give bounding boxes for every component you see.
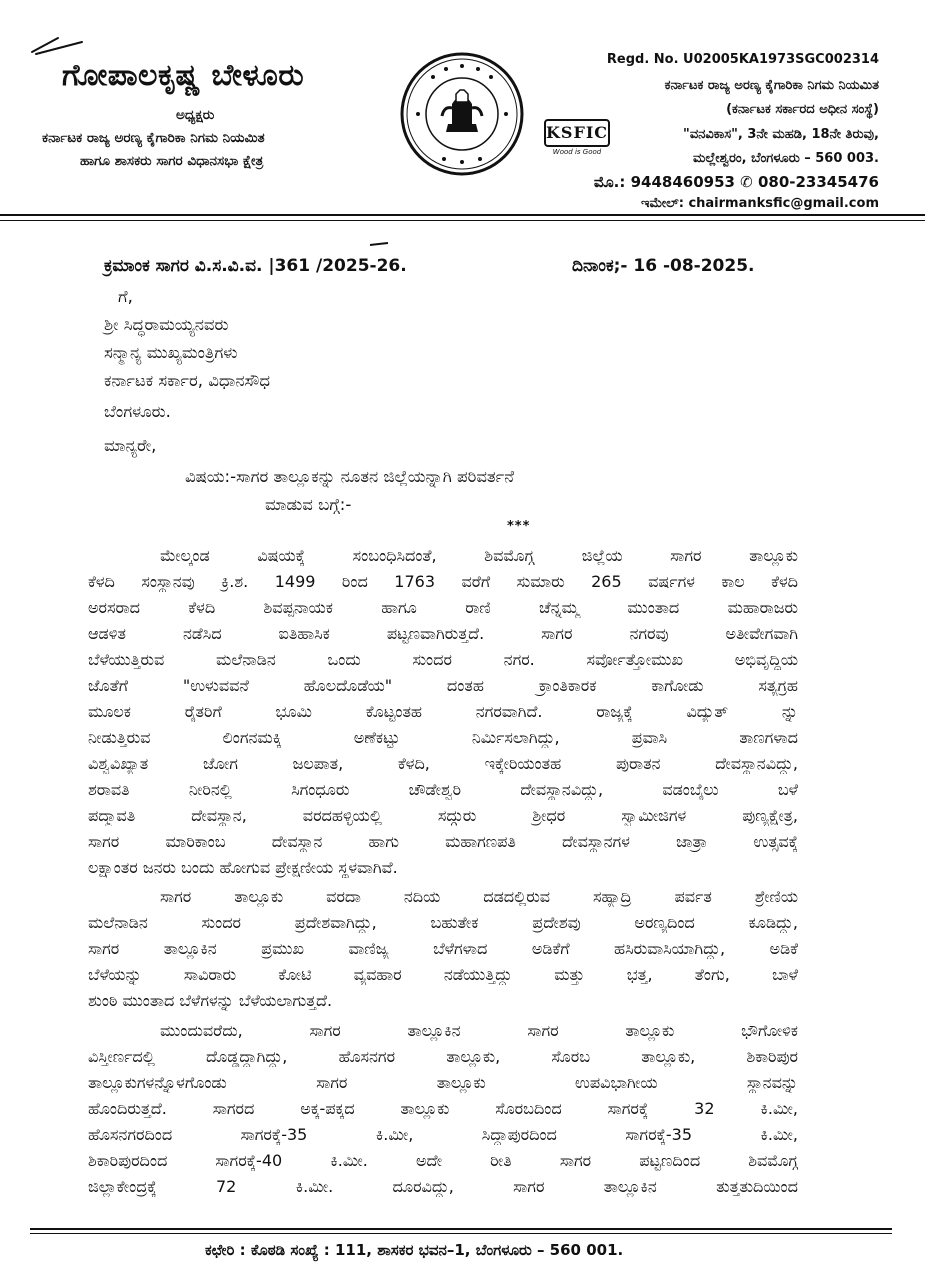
body-line: ಆಡಳಿತ ನಡೆಸಿದ ಐತಿಹಾಸಿಕ ಪಟ್ಟಣವಾಗಿರುತ್ತದೆ. ಸಾಗರ ನಗರವು ಅತೀವೇಗವಾಗಿ (88, 624, 798, 643)
email-address: ಇಮೇಲ್: chairmanksfic@gmail.com (641, 196, 879, 211)
footer-rule-bottom (30, 1233, 892, 1234)
footer-rule-top (30, 1228, 892, 1230)
body-line: ಶಿಕಾರಿಪುರದಿಂದ ಸಾಗರಕ್ಕೆ-40 ಕಿ.ಮೀ. ಅದೇ ರೀತಿ ಸಾಗರ ಪಟ್ಟಣದಿಂದ ಶಿವಮೊಗ್ಗ (88, 1151, 798, 1170)
org-subtitle: (ಕರ್ನಾಟಕ ಸರ್ಕಾರದ ಅಧೀನ ಸಂಸ್ಥೆ) (726, 102, 879, 117)
body-line: ಶರಾವತಿ ನೀರಿನಲ್ಲಿ ಸಿಗಂಧೂರು ಚೌಡೇಶ್ವರಿ ದೇವಸ್ಥಾನವಿದ್ದು, ವಡಂಬೈಲು ಬಳೆ (88, 780, 798, 799)
sender-name: ಗೋಪಾಲಕೃಷ್ಣ ಬೇಳೂರು (62, 58, 305, 93)
body-line: ಹೊಸನಗರದಿಂದ ಸಾಗರಕ್ಕೆ-35 ಕಿ.ಮೀ, ಸಿದ್ದಾಪುರದಿಂದ ಸಾಗರಕ್ಕೆ-35 ಕಿ.ಮೀ, (88, 1125, 798, 1144)
body-line: ಮೇಲ್ಕಂಡ ವಿಷಯಕ್ಕೆ ಸಂಬಂಧಿಸಿದಂತೆ, ಶಿವಮೊಗ್ಗ ಜಿಲ್ಲೆಯ ಸಾಗರ ತಾಲ್ಲೂಕು (160, 546, 798, 565)
body-line: ಮುಂದುವರೆದು, ಸಾಗರ ತಾಲ್ಲೂಕಿನ ಸಾಗರ ತಾಲ್ಲೂಕು ಭೌಗೋಳಿಕ (160, 1021, 798, 1040)
sender-designation: ಅಧ್ಯಕ್ಷರು (176, 107, 215, 123)
ksfic-logo-text: KSFIC (544, 119, 610, 147)
body-line: ಪದ್ಮಾವತಿ ದೇವಸ್ಥಾನ, ವರದಹಳ್ಳಿಯಲ್ಲಿ ಸದ್ಗುರು ಶ್ರೀಧರ ಸ್ವಾಮೀಜಿಗಳ ಪುಣ್ಯಕ್ಷೇತ್ರ, (88, 806, 798, 825)
sender-org-line: ಕರ್ನಾಟಕ ರಾಜ್ಯ ಅರಣ್ಯ ಕೈಗಾರಿಕಾ ನಿಗಮ ನಿಯಮಿತ (42, 130, 265, 146)
body-line: ಸಾಗರ ತಾಲ್ಲೂಕಿನ ಪ್ರಮುಖ ವಾಣಿಜ್ಯ ಬೆಳೆಗಳಾದ ಅಡಿಕೆಗೆ ಹಸಿರುವಾಸಿಯಾಗಿದ್ದು, ಅಡಿಕೆ (88, 939, 798, 958)
org-name: ಕರ್ನಾಟಕ ರಾಜ್ಯ ಅರಣ್ಯ ಕೈಗಾರಿಕಾ ನಿಗಮ ನಿಯಮಿತ (664, 78, 879, 93)
letter-date: ದಿನಾಂಕ;- 16 -08-2025. (572, 256, 755, 276)
body-line: ಸಾಗರ ಮಾರಿಕಾಂಬ ದೇವಸ್ಥಾನ ಹಾಗು ಮಹಾಗಣಪತಿ ದೇವಸ್ಥಾನಗಳ ಜಾತ್ರಾ ಉತ್ಸವಕ್ಕೆ (88, 832, 798, 851)
handwritten-mark (28, 30, 88, 60)
body-line: ಜೊತೆಗೆ "ಉಳುವವನೆ ಹೊಲದೊಡೆಯ" ದಂತಹ ಕ್ರಾಂತಿಕಾರಕ ಕಾಗೋಡು ಸತ್ಯಗ್ರಹ (88, 676, 798, 695)
karnataka-emblem-seal-icon (398, 50, 526, 178)
phone-numbers: ಮೊ.: 9448460953 ✆ 080-23345476 (593, 173, 879, 191)
ksfic-logo-tagline: Wood is Good (552, 148, 602, 156)
reference-number: ಕ್ರಮಾಂಕ ಸಾಗರ ವಿ.ಸ.ವಿ.ವ. |361 /2025-26. (104, 256, 407, 276)
salutation: ಮಾನ್ಯರೇ, (104, 436, 157, 455)
to-label: ಗೆ, (118, 287, 133, 306)
separator-stars: *** (507, 519, 531, 534)
body-line: ಮಲೆನಾಡಿನ ಸುಂದರ ಪ್ರದೇಶವಾಗಿದ್ದು, ಬಹುತೇಕ ಪ್ರದೇಶವು ಅರಣ್ಯದಿಂದ ಕೂಡಿದ್ದು, (88, 913, 798, 932)
body-line: ಬೆಳೆಯನ್ನು ಸಾವಿರಾರು ಕೋಟಿ ವ್ಯವಹಾರ ನಡೆಯುತ್ತಿದ್ದು ಮತ್ತು ಭತ್ತ, ತೆಂಗು, ಬಾಳೆ (88, 965, 798, 984)
header-rule-top (0, 214, 925, 216)
body-line: ನೀಡುತ್ತಿರುವ ಲಿಂಗನಮಕ್ಕಿ ಅಣೆಕಟ್ಟು ನಿರ್ಮಿಸಲಾಗಿದ್ದು, ಪ್ರವಾಸಿ ತಾಣಗಳಾದ (88, 728, 798, 747)
body-line: ಕೆಳದಿ ಸಂಸ್ಥಾನವು ಕ್ರಿ.ಶ. 1499 ರಿಂದ 1763 ವರೆಗೆ ಸುಮಾರು 265 ವರ್ಷಗಳ ಕಾಲ ಕೆಳದಿ (88, 572, 798, 591)
sender-mla-line: ಹಾಗೂ ಶಾಸಕರು ಸಾಗರ ವಿಧಾನಸಭಾ ಕ್ಷೇತ್ರ (80, 153, 264, 169)
header-rule-bottom (0, 220, 925, 221)
address-line-2: ಮಲ್ಲೇಶ್ವರಂ, ಬೆಂಗಳೂರು – 560 003. (693, 151, 879, 166)
recipient-line: ಬೆಂಗಳೂರು. (104, 402, 171, 421)
body-line: ಬೆಳೆಯುತ್ತಿರುವ ಮಲೆನಾಡಿನ ಒಂದು ಸುಂದರ ನಗರ. ಸರ್ವೋತ್ತೋಮುಖ ಅಭಿವೃದ್ಧಿಯ (88, 650, 798, 669)
body-line: ಶುಂಠಿ ಮುಂತಾದ ಬೆಳೆಗಳನ್ನು ಬೆಳೆಯಲಾಗುತ್ತದೆ. (88, 991, 333, 1010)
office-address-footer: ಕಛೇರಿ : ಕೊಠಡಿ ಸಂಖ್ಯೆ : 111, ಶಾಸಕರ ಭವನ–1, ಬೆಂಗಳೂರು – 560 001. (205, 1241, 624, 1259)
body-line: ಲಕ್ಷಾಂತರ ಜನರು ಬಂದು ಹೋಗುವ ಪ್ರೇಕ್ಷಣೀಯ ಸ್ಥಳವಾಗಿವೆ. (88, 858, 398, 877)
registration-number: Regd. No. U02005KA1973SGC002314 (606, 52, 879, 67)
subject-line-2: ಮಾಡುವ ಬಗ್ಗೆ:- (265, 495, 352, 514)
recipient-line: ಸನ್ಮಾನ್ಯ ಮುಖ್ಯಮಂತ್ರಿಗಳು (104, 343, 238, 362)
body-line: ತಾಲ್ಲೂಕುಗಳನ್ನೊಳಗೊಂಡು ಸಾಗರ ತಾಲ್ಲೂಕು ಉಪವಿಭಾಗೀಯ ಸ್ಥಾನವನ್ನು (88, 1073, 798, 1092)
body-line: ಮೂಲಕ ರೈತರಿಗೆ ಭೂಮಿ ಕೊಟ್ಟಂತಹ ನಗರವಾಗಿದೆ. ರಾಜ್ಯಕ್ಕೆ ವಿದ್ಯುತ್ ನ್ನು (88, 702, 798, 721)
body-line: ಹೊಂದಿರುತ್ತದೆ. ಸಾಗರದ ಅಕ್ಕ-ಪಕ್ಕದ ತಾಲ್ಲೂಕು ಸೊರಬದಿಂದ ಸಾಗರಕ್ಕೆ 32 ಕಿ.ಮೀ, (88, 1099, 798, 1118)
address-line-1: "ವನವಿಕಾಸ", 3ನೇ ಮಹಡಿ, 18ನೇ ತಿರುವು, (683, 127, 879, 142)
body-line: ವಿಸ್ತೀರ್ಣದಲ್ಲಿ ದೊಡ್ಡದ್ದಾಗಿದ್ದು, ಹೊಸನಗರ ತಾಲ್ಲೂಕು, ಸೊರಬ ತಾಲ್ಲೂಕು, ಶಿಕಾರಿಪುರ (88, 1047, 798, 1066)
recipient-line: ಕರ್ನಾಟಕ ಸರ್ಕಾರ, ವಿಧಾನಸೌಧ (104, 371, 271, 390)
subject-line-1: ವಿಷಯ:-ಸಾಗರ ತಾಲ್ಲೂಕನ್ನು ನೂತನ ಜಿಲ್ಲೆಯನ್ನಾಗಿ ಪರಿವರ್ತನೆ (185, 467, 515, 486)
body-line: ಸಾಗರ ತಾಲ್ಲೂಕು ವರದಾ ನದಿಯ ದಡದಲ್ಲಿರುವ ಸಹ್ಯಾದ್ರಿ ಪರ್ವತ ಶ್ರೇಣಿಯ (160, 887, 798, 906)
body-line: ಅರಸರಾದ ಕೆಳದಿ ಶಿವಪ್ಪನಾಯಕ ಹಾಗೂ ರಾಣಿ ಚೆನ್ನಮ್ಮ ಮುಂತಾದ ಮಹಾರಾಜರು (88, 598, 798, 617)
body-line: ಜಿಲ್ಲಾಕೇಂದ್ರಕ್ಕೆ 72 ಕಿ.ಮೀ. ದೂರವಿದ್ದು, ಸಾಗರ ತಾಲ್ಲೂಕಿನ ತುತ್ತತುದಿಯಿಂದ (88, 1177, 798, 1196)
recipient-line: ಶ್ರೀ ಸಿದ್ಧರಾಮಯ್ಯನವರು (104, 315, 229, 334)
pen-mark (368, 240, 390, 248)
ksfic-logo (544, 119, 610, 157)
body-line: ವಿಶ್ವವಿಖ್ಯಾತ ಜೋಗ ಜಲಪಾತ, ಕೆಳದಿ, ಇಕ್ಕೇರಿಯಂತಹ ಪುರಾತನ ದೇವಸ್ಥಾನವಿದ್ದು, (88, 754, 798, 773)
